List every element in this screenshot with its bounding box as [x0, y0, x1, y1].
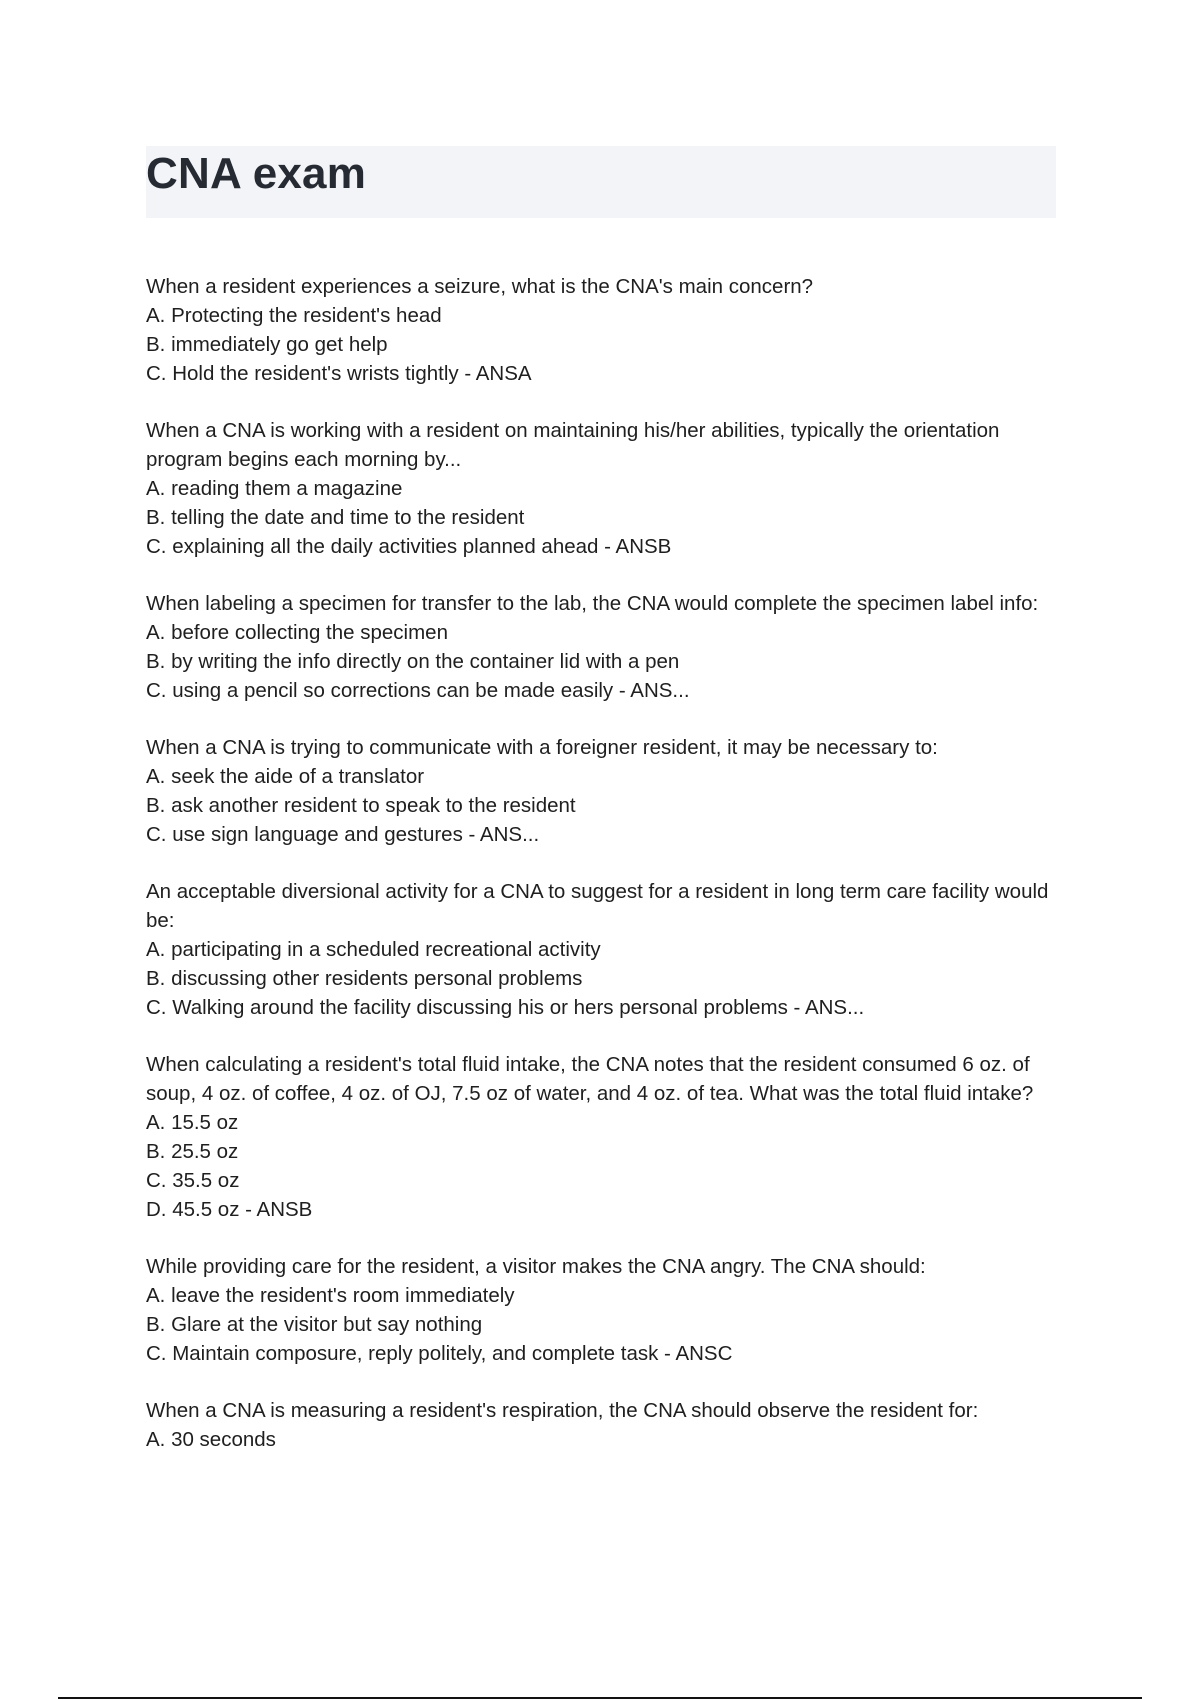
answer-option: C. 35.5 oz [146, 1169, 240, 1192]
question-block [146, 1252, 1066, 1368]
answer-option: A. reading them a magazine [146, 477, 403, 500]
answer-option: B. Glare at the visitor but say nothing [146, 1313, 483, 1336]
question-text: When a CNA is working with a resident on maintaining his/her abilities, typically the orientation program begins each morning by... [146, 419, 1000, 471]
question-list [146, 272, 1066, 1482]
question-block [146, 272, 1066, 388]
answer-option: D. 45.5 oz - ANSB [146, 1198, 313, 1221]
question-block [146, 1050, 1066, 1224]
answer-option: A. 30 seconds [146, 1428, 276, 1451]
answer-option: A. leave the resident's room immediately [146, 1284, 515, 1307]
question-text: When a CNA is measuring a resident's respiration, the CNA should observe the resident for: [146, 1399, 979, 1422]
title-banner [146, 146, 1056, 218]
page-title: CNA exam [146, 149, 367, 198]
answer-option: C. Hold the resident's wrists tightly - ANSA [146, 362, 532, 385]
answer-option: A. seek the aide of a translator [146, 765, 425, 788]
answer-option: B. ask another resident to speak to the resident [146, 794, 576, 817]
question-text: When labeling a specimen for transfer to the lab, the CNA would complete the specimen label info: [146, 592, 1039, 615]
answer-option: C. explaining all the daily activities planned ahead - ANSB [146, 535, 672, 558]
answer-option: B. immediately go get help [146, 333, 388, 356]
answer-option: A. Protecting the resident's head [146, 304, 442, 327]
answer-option: A. participating in a scheduled recreational activity [146, 938, 601, 961]
answer-option: B. by writing the info directly on the container lid with a pen [146, 650, 680, 673]
answer-option: B. telling the date and time to the resident [146, 506, 525, 529]
answer-option: A. before collecting the specimen [146, 621, 448, 644]
answer-option: C. Maintain composure, reply politely, and complete task - ANSC [146, 1342, 733, 1365]
answer-option: B. 25.5 oz [146, 1140, 239, 1163]
answer-option: B. discussing other residents personal problems [146, 967, 583, 990]
answer-option: C. use sign language and gestures - ANS... [146, 823, 540, 846]
question-text: When a resident experiences a seizure, what is the CNA's main concern? [146, 275, 814, 298]
question-text: When a CNA is trying to communicate with a foreigner resident, it may be necessary to: [146, 736, 938, 759]
question-block [146, 416, 1066, 561]
page-divider [58, 1697, 1142, 1699]
question-block [146, 733, 1066, 849]
question-block [146, 877, 1066, 1022]
question-text: When calculating a resident's total fluid intake, the CNA notes that the resident consumed 6 oz. of soup, 4 oz. of coffee, 4 oz. of OJ, 7.5 oz of water, and 4 oz. of tea. What was the total fluid intake? [146, 1053, 1034, 1105]
question-block [146, 1396, 1066, 1454]
question-block [146, 589, 1066, 705]
answer-option: C. Walking around the facility discussing his or hers personal problems - ANS... [146, 996, 865, 1019]
question-text: While providing care for the resident, a visitor makes the CNA angry. The CNA should: [146, 1255, 926, 1278]
question-text: An acceptable diversional activity for a CNA to suggest for a resident in long term care facility would be: [146, 880, 1049, 932]
answer-option: A. 15.5 oz [146, 1111, 239, 1134]
answer-option: C. using a pencil so corrections can be made easily - ANS... [146, 679, 690, 702]
